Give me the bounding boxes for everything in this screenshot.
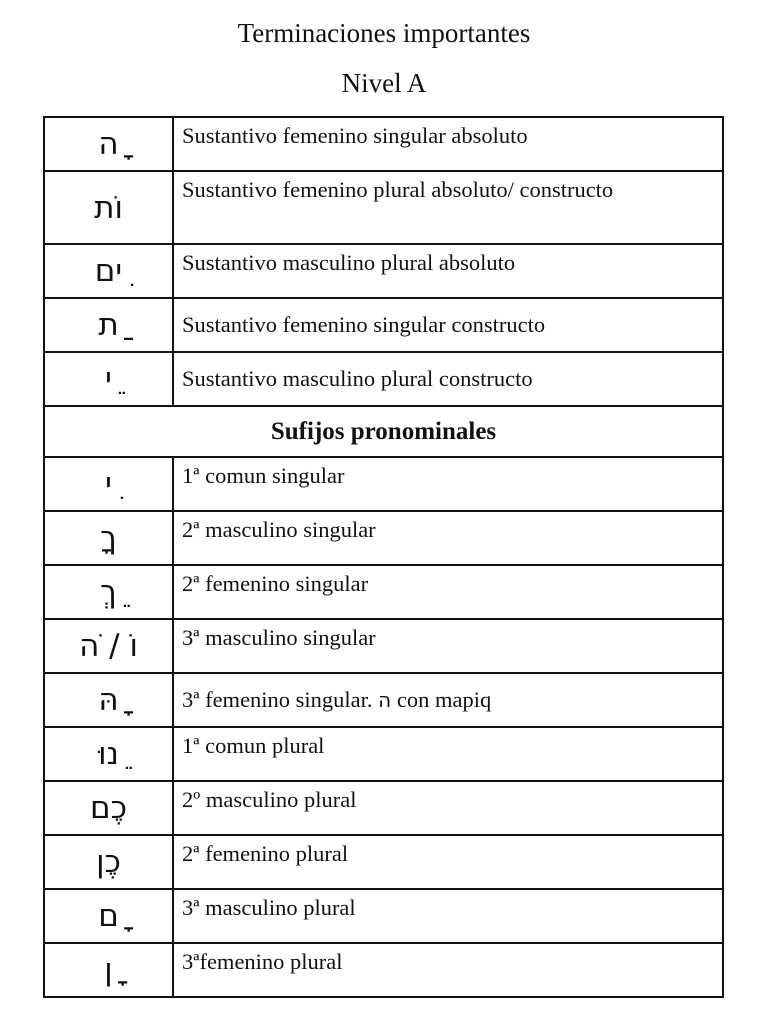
table-row bbox=[44, 889, 723, 943]
table-row bbox=[44, 943, 723, 997]
table-row bbox=[44, 511, 723, 565]
suffix-description: 2º masculino plural bbox=[173, 781, 723, 835]
ending-description: Sustantivo femenino plural absoluto/ constructo bbox=[173, 171, 723, 244]
section-row bbox=[44, 406, 723, 457]
hebrew-ending: ִים bbox=[44, 244, 173, 298]
hebrew-suffix: ָהּ bbox=[44, 673, 173, 727]
endings-table bbox=[43, 116, 724, 998]
description-text: 3ª femenino singular. bbox=[182, 687, 379, 712]
hebrew-ending: ַת bbox=[44, 298, 173, 352]
table-row bbox=[44, 727, 723, 781]
hebrew-suffix: וֹ / ֹה bbox=[44, 619, 173, 673]
page-title: Terminaciones importantes bbox=[237, 18, 531, 48]
ending-description: Sustantivo masculino plural absoluto bbox=[173, 244, 723, 298]
hebrew-letter-he: ה bbox=[378, 688, 392, 712]
suffix-description bbox=[173, 673, 723, 727]
table-row bbox=[44, 352, 723, 406]
suffix-description: 3ª masculino plural bbox=[173, 889, 723, 943]
suffix-description: 2ª femenino singular bbox=[173, 565, 723, 619]
suffix-description: 3ª masculino singular bbox=[173, 619, 723, 673]
table-row bbox=[44, 298, 723, 352]
table-row bbox=[44, 619, 723, 673]
hebrew-ending: וֹת bbox=[44, 171, 173, 244]
suffix-description: 1ª comun plural bbox=[173, 727, 723, 781]
suffix-description: 2ª masculino singular bbox=[173, 511, 723, 565]
description-text: con mapiq bbox=[391, 687, 492, 712]
ending-description: Sustantivo femenino singular absoluto bbox=[173, 117, 723, 171]
hebrew-ending: ֵי bbox=[44, 352, 173, 406]
hebrew-suffix: ֵנוּ bbox=[44, 727, 173, 781]
table-row bbox=[44, 117, 723, 171]
suffix-description: 3ªfemenino plural bbox=[173, 943, 723, 997]
page-subtitle: Nivel A bbox=[341, 68, 427, 98]
suffix-description: 2ª femenino plural bbox=[173, 835, 723, 889]
ending-description: Sustantivo masculino plural constructo bbox=[173, 352, 723, 406]
ending-description: Sustantivo femenino singular constructo bbox=[173, 298, 723, 352]
hebrew-suffix: ָן bbox=[44, 943, 173, 997]
table-row bbox=[44, 673, 723, 727]
hebrew-suffix: ָם bbox=[44, 889, 173, 943]
hebrew-ending: ָה bbox=[44, 117, 173, 171]
hebrew-suffix: כֶן bbox=[44, 835, 173, 889]
hebrew-suffix: ִי bbox=[44, 457, 173, 511]
suffix-description: 1ª comun singular bbox=[173, 457, 723, 511]
hebrew-suffix: ךָ bbox=[44, 511, 173, 565]
hebrew-suffix: ֵךְ bbox=[44, 565, 173, 619]
table-row bbox=[44, 781, 723, 835]
table-row bbox=[44, 457, 723, 511]
table-row bbox=[44, 835, 723, 889]
section-heading: Sufijos pronominales bbox=[44, 406, 723, 457]
table-row bbox=[44, 565, 723, 619]
hebrew-suffix: כֶם bbox=[44, 781, 173, 835]
table-row bbox=[44, 244, 723, 298]
table-row bbox=[44, 171, 723, 244]
